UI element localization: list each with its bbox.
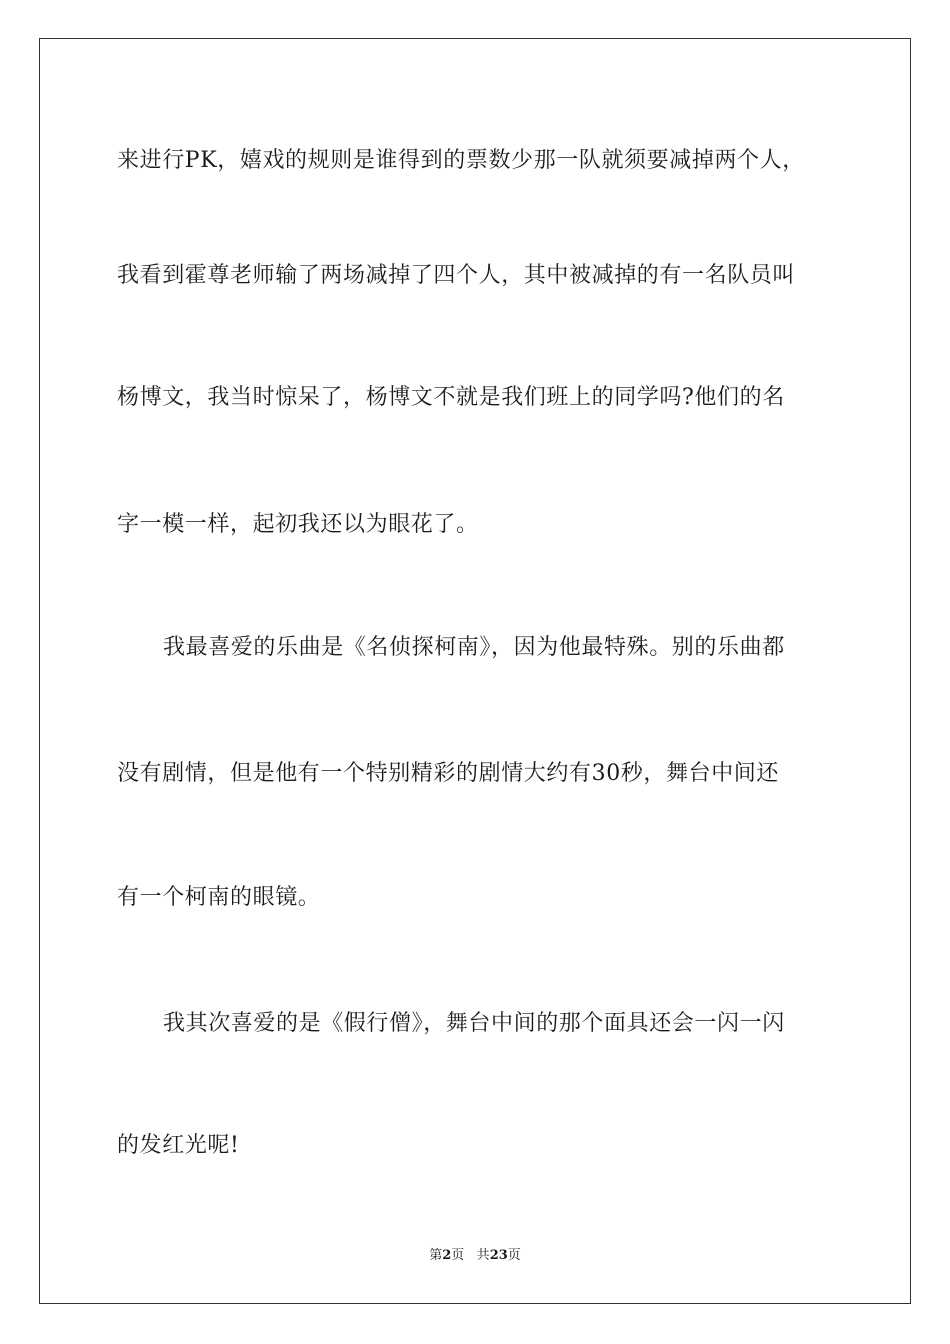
- page-border: [39, 38, 911, 1304]
- total-prefix: 共: [476, 1248, 490, 1263]
- text-line: 杨博文，我当时惊呆了，杨博文不就是我们班上的同学吗?他们的名: [117, 385, 785, 410]
- text-line: 字一模一样，起初我还以为眼花了。: [117, 512, 479, 537]
- text-line: 来进行PK，嬉戏的规则是谁得到的票数少那一队就须要减掉两个人，: [117, 148, 805, 173]
- total-pages: 23: [489, 1248, 508, 1263]
- text-line: 我最喜爱的乐曲是《名侦探柯南》，因为他最特殊。别的乐曲都: [163, 635, 785, 660]
- text-line: 我看到霍尊老师输了两场减掉了四个人，其中被减掉的有一名队员叫: [117, 263, 796, 288]
- page-number: 2: [442, 1248, 452, 1263]
- page-prefix: 第: [429, 1248, 443, 1263]
- page-suffix: 页: [451, 1248, 465, 1263]
- text-line: 的发红光呢!: [117, 1133, 240, 1158]
- total-suffix: 页: [507, 1248, 521, 1263]
- text-line: 没有剧情，但是他有一个特别精彩的剧情大约有30秒，舞台中间还: [117, 761, 779, 786]
- text-line: 我其次喜爱的是《假行僧》，舞台中间的那个面具还会一闪一闪: [163, 1011, 785, 1036]
- text-line: 有一个柯南的眼镜。: [117, 885, 321, 910]
- page-footer: [0, 1247, 950, 1265]
